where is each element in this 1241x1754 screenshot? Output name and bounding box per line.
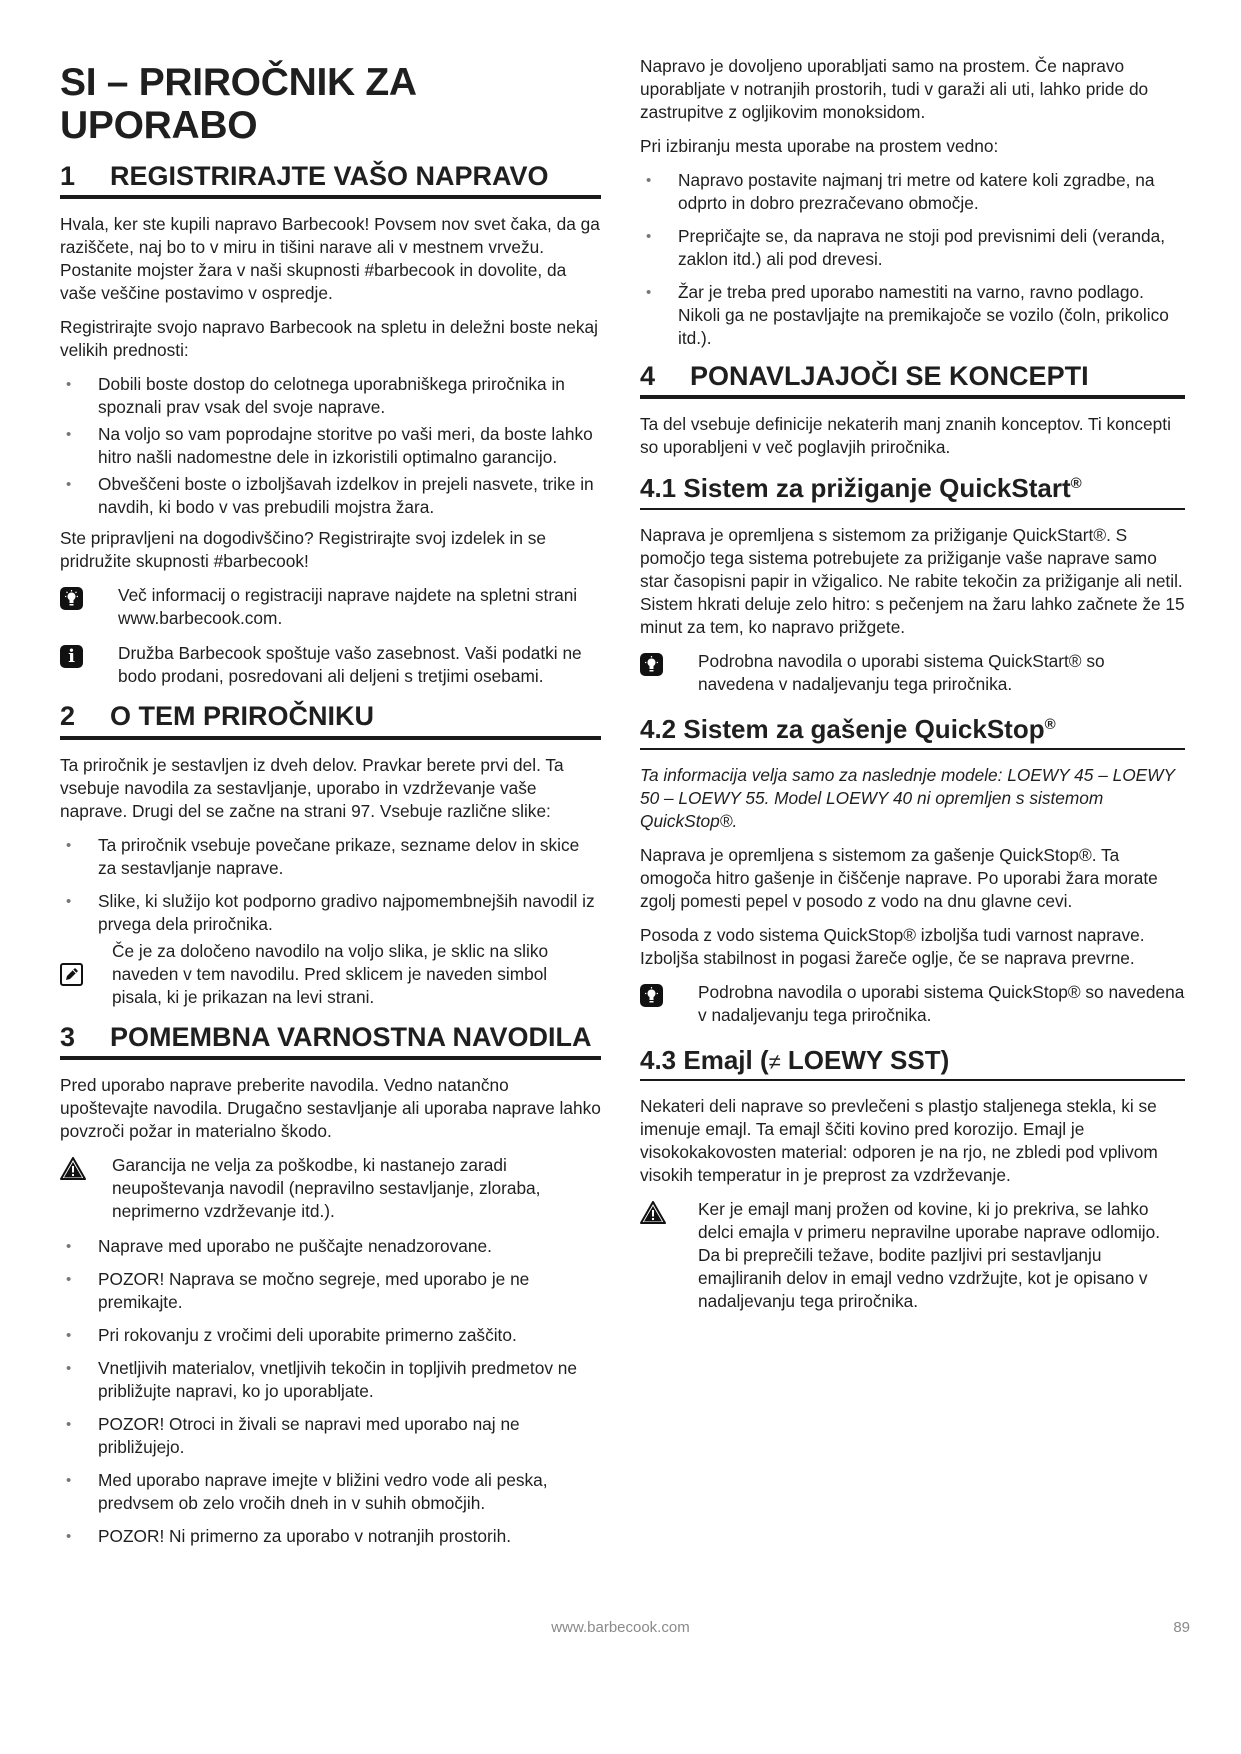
info-icon: i [60, 642, 118, 668]
info-text: Družba Barbecook spoštuje vašo zasebnost. Vaši podatki ne bodo prodani, posredovani ali deljeni s tretjimi osebami. [118, 643, 582, 687]
lightbulb-icon [640, 650, 698, 676]
tip-note [640, 981, 1185, 1027]
subsection-4-2-heading [640, 714, 1185, 750]
paragraph: Registrirajte svojo napravo Barbecook na spletu in deležni boste nekaj velikih prednosti: [60, 317, 598, 361]
tip-note [60, 584, 601, 630]
tip-note [640, 650, 1185, 696]
paragraph: Naprava je opremljena s sistemom za gašenje QuickStop®. Ta omogoča hitro gašenje in čiščenje naprave. Po uporabi žara morate zgolj pomesti pepel v posodo z vodo na dnu glavne cevi. [640, 844, 1158, 911]
paragraph: Nekateri deli naprave so prevlečeni s plastjo staljenega stekla, ki se imenuje emajl. Ta emajl ščiti kovino pred korozijo. Emajl je visokokakovosten material: odporen je na rjo, ne zbledi pod vplivom visokih temperatur in je preprost za vzdrževanje. [640, 1095, 1158, 1185]
paragraph: Pri izbiranju mesta uporabe na prostem vedno: [640, 136, 999, 156]
paragraph: Ta del vsebuje definicije nekaterih manj znanih konceptov. Ti koncepti so uporabljeni v več poglavjih priročnika. [640, 414, 1171, 458]
paragraph: Napravo je dovoljeno uporabljati samo na prostem. Če napravo uporabljate v notranjih prostorih, tudi v garaži ali uti, lahko pride do zastrupitve z ogljikovim monoksidom. [640, 56, 1149, 122]
bullet-list [640, 169, 1185, 350]
subsection-title-end: LOEWY SST) [780, 1044, 950, 1075]
warning-note [60, 1154, 601, 1223]
registered-mark: ® [1070, 475, 1082, 493]
list-item: • Žar je treba pred uporabo namestiti na varno, ravno podlago. Nikoli ga ne postavljajte na premikajoče se vozilo (čoln, prikolico itd.). [640, 281, 1185, 350]
warning-icon [60, 1154, 118, 1185]
section-1-heading [60, 160, 601, 199]
section-title: PONAVLJAJOČI SE KONCEPTI [690, 361, 1089, 391]
bullet-list [60, 1235, 601, 1548]
paragraph: Ta priročnik je sestavljen iz dveh delov. Pravkar berete prvi del. Ta vsebuje navodila za sestavljanje, uporabo in vzdrževanje vaše naprave. Drugi del se začne na strani 97. Vsebuje različne slike: [60, 754, 564, 821]
tip-text: Podrobna navodila o uporabi sistema QuickStop® so navedena v nadaljevanju tega priročnika. [698, 981, 1185, 1025]
lightbulb-icon [60, 584, 118, 610]
section-number: 3 [60, 1021, 76, 1052]
section-number: 1 [60, 160, 76, 191]
list-item: • Naprave med uporabo ne puščajte nenadzorovane. [60, 1235, 601, 1258]
section-title: O TEM PRIROČNIKU [110, 701, 375, 732]
page-title: SI – PRIROČNIK ZA UPORABO [60, 61, 416, 147]
page-number: 89 [1173, 1619, 1190, 1636]
section-3-heading [60, 1021, 601, 1060]
section-title: REGISTRIRAJTE VAŠO NAPRAVO [110, 160, 549, 191]
section-4-heading [640, 360, 1185, 399]
section-title: POMEMBNA VARNOSTNA NAVODILA [110, 1021, 592, 1052]
not-equal-symbol: ≠ [768, 1048, 781, 1074]
right-column [640, 55, 1185, 1325]
pen-note-text: Če je za določeno navodilo na voljo slika, je sklic na sliko naveden v tem navodilu. Pred sklicem je naveden simbol pisala, ki je prikazan na levi strani. [112, 940, 549, 1007]
paragraph: Ste pripravljeni na dogodivščino? Registrirajte svoj izdelek in se pridružite skupnosti #barbecook! [60, 528, 547, 572]
tip-text: Podrobna navodila o uporabi sistema QuickStart® so navedena v nadaljevanju tega priročnika. [698, 650, 1105, 694]
list-item: • Obveščeni boste o izboljšavah izdelkov in prejeli nasvete, trike in navdih, ki bodo v vas prebudili mojstra žara. [60, 473, 601, 519]
list-item: • Prepričajte se, da naprava ne stoji pod previsnimi deli (veranda, zaklon itd.) ali pod drevesi. [640, 225, 1185, 271]
footer-url: www.barbecook.com [551, 1619, 690, 1636]
section-number: 4 [640, 361, 656, 391]
registered-mark: ® [1044, 715, 1056, 733]
section-2-heading [60, 700, 601, 739]
pen-note [60, 940, 601, 1009]
list-item: • POZOR! Ni primerno za uporabo v notranjih prostorih. [60, 1525, 601, 1548]
info-note [60, 642, 601, 688]
model-note: Ta informacija velja samo za naslednje modele: LOEWY 45 – LOEWY 50 – LOEWY 55. Model LOEWY 40 ni opremljen s sistemom QuickStop®. [640, 764, 1175, 831]
list-item: • POZOR! Naprava se močno segreje, med uporabo je ne premikajte. [60, 1268, 601, 1314]
list-item: • Napravo postavite najmanj tri metre od katere koli zgradbe, na odprto in dobro prezračevano območje. [640, 169, 1185, 215]
list-item: • Med uporabo naprave imejte v bližini vedro vode ali peska, predvsem ob zelo vročih dneh in v suhih območjih. [60, 1469, 601, 1515]
bullet-list [60, 834, 601, 936]
warning-note [640, 1198, 1185, 1313]
list-item: • Vnetljivih materialov, vnetljivih tekočin in topljivih predmetov ne približujte napravi, ko jo uporabljate. [60, 1357, 601, 1403]
warning-icon [640, 1198, 698, 1229]
subsection-title-start: 4.3 Emajl ( [640, 1044, 769, 1075]
list-item: • Na voljo so vam poprodajne storitve po vaši meri, da boste lahko hitro našli nadomestne dele in izkoristili optimalno garancijo. [60, 423, 601, 469]
paragraph: Pred uporabo naprave preberite navodila. Vedno natančno upoštevajte navodila. Drugačno sestavljanje ali uporaba naprave lahko povzroči požar in materialno škodo. [60, 1074, 601, 1141]
left-column [60, 48, 601, 1558]
paragraph: Posoda z vodo sistema QuickStop® izboljša tudi varnost naprave. Izboljša stabilnost in pogasi žareče oglje, če se naprava prevrne. [640, 924, 1145, 968]
list-item: • Pri rokovanju z vročimi deli uporabite primerno zaščito. [60, 1324, 601, 1347]
subsection-title: 4.1 Sistem za prižiganje QuickStart [640, 473, 1071, 504]
list-item: • Slike, ki služijo kot podporno gradivo najpomembnejših navodil iz prvega dela priročnika. [60, 890, 601, 936]
paragraph: Naprava je opremljena s sistemom za prižiganje QuickStart®. S pomočjo tega sistema potrebujete za prižiganje vaše naprave samo star časopisni papir in vžigalico. Ne rabite tekočin za prižiganje ali netil. Sistem hkrati deluje zelo hitro: s pečenjem na žaru lahko začnete že 15 minut za tem, ko napravo prižgete. [640, 524, 1185, 637]
list-item: • POZOR! Otroci in živali se napravi med uporabo naj ne približujejo. [60, 1413, 601, 1459]
tip-text: Več informacij o registraciji naprave najdete na spletni strani www.barbecook.com. [118, 585, 578, 629]
warning-text: Garancija ne velja za poškodbe, ki nastanejo zaradi neupoštevanja navodil (nepravilno sestavljanje, zloraba, neprimerno vzdrževanje itd.). [112, 1154, 541, 1221]
section-number: 2 [60, 701, 76, 732]
subsection-4-3-heading [640, 1045, 1185, 1081]
bullet-list [60, 373, 601, 519]
lightbulb-icon [640, 981, 698, 1007]
subsection-4-1-heading [640, 473, 1185, 509]
list-item: • Ta priročnik vsebuje povečane prikaze, sezname delov in skice za sestavljanje naprave. [60, 834, 601, 880]
list-item: • Dobili boste dostop do celotnega uporabniškega priročnika in spoznali prav vsak del svoje naprave. [60, 373, 601, 419]
paragraph: Hvala, ker ste kupili napravo Barbecook! Povsem nov svet čaka, da ga raziščete, naj bo to v miru in tišini narave ali v mestnem vrvežu. Postanite mojster žara v naši skupnosti #barbecook in dovolite, da vaše veščine postavimo v ospredje. [60, 214, 600, 304]
pen-icon [60, 963, 118, 986]
warning-text: Ker je emajl manj prožen od kovine, ki jo prekriva, se lahko delci emajla v primeru nepravilne uporabe naprave odlomijo. Da bi preprečili težave, bodite pazljivi pri sestavljanju emajliranih delov in emajl vedno vzdržujte, kot je opisano v nadaljevanju tega priročnika. [698, 1198, 1161, 1311]
subsection-title: 4.2 Sistem za gašenje QuickStop [640, 713, 1045, 744]
